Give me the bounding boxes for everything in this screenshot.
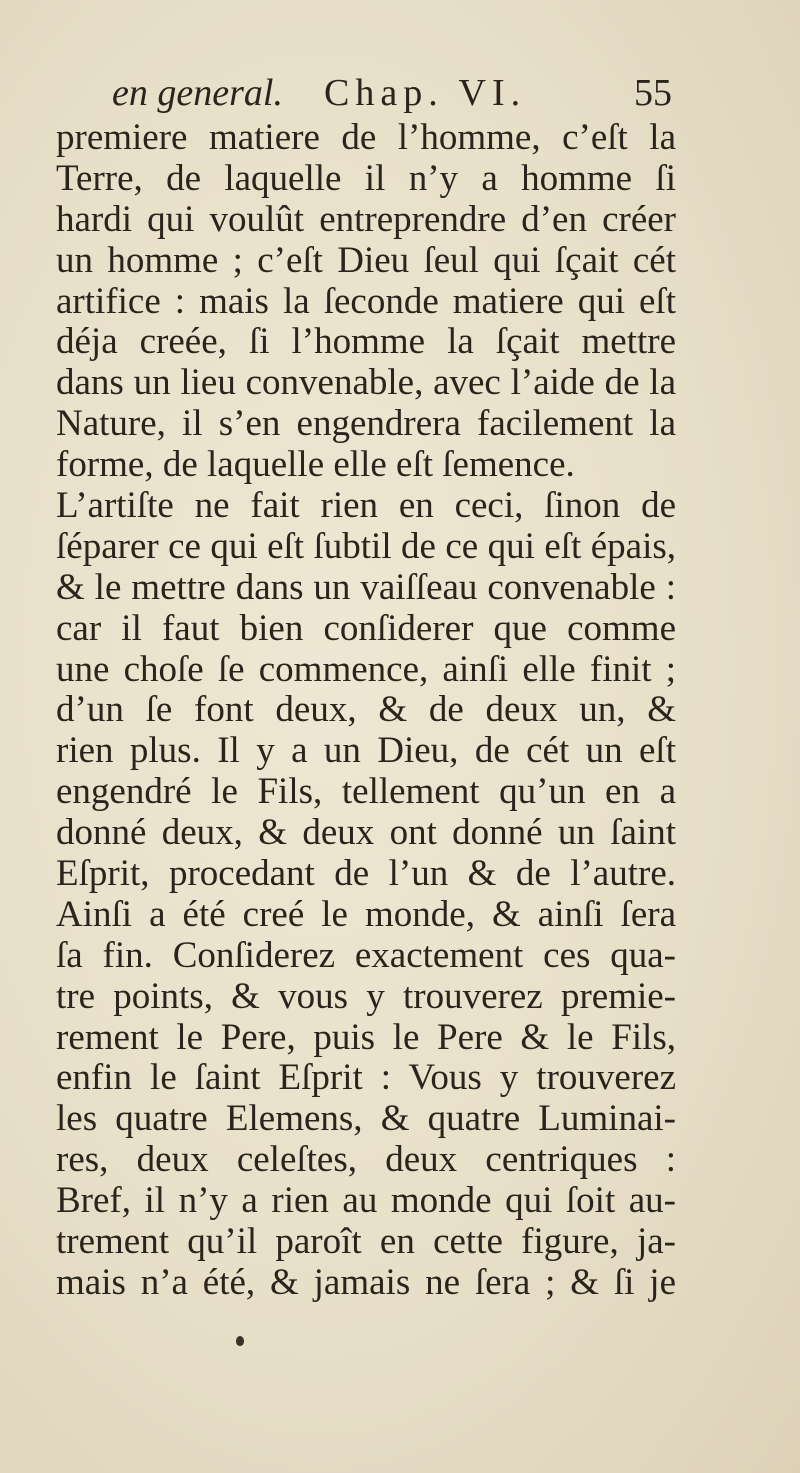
body-text xyxy=(56,118,676,1304)
text-line-18: donné deux, & deux ont donné un ſaint xyxy=(56,812,676,854)
text-line-8: Nature, il s’en engendrera facilement la xyxy=(56,403,676,445)
text-line-28: trement qu’il paroît en cette figure, ja- xyxy=(56,1221,676,1263)
text-line-19: Eſprit, procedant de l’un & de l’autre. xyxy=(56,853,676,895)
text-line-9: forme, de laquelle elle eſt ſemence. xyxy=(56,444,575,486)
text-line-20: Ainſi a été creé le monde, & ainſi ſera xyxy=(56,893,676,935)
text-line-2: Terre, de laquelle il n’y a homme ſi xyxy=(56,157,676,199)
text-line-16: rien plus. Il y a un Dieu, de cét un eſt xyxy=(56,730,676,772)
text-line-6: déja creée, ſi l’homme la ſçait mettre xyxy=(56,321,676,363)
text-line-29: mais n’a été, & jamais ne ſera ; & ſi je xyxy=(56,1261,676,1303)
text-line-10: L’artiſte ne fait rien en ceci, ſinon de xyxy=(56,485,676,527)
text-line-13: car il faut bien conſiderer que comme xyxy=(56,607,676,649)
text-line-1: premiere matiere de l’homme, c’eſt la xyxy=(56,117,676,158)
text-line-11: ſéparer ce qui eſt ſubtil de ce qui eſt épais, xyxy=(56,525,676,567)
text-line-15: d’un ſe font deux, & de deux un, & xyxy=(56,689,676,731)
text-line-25: les quatre Elemens, & quatre Luminai- xyxy=(56,1098,676,1140)
text-line-21: ſa fin. Conſiderez exactement ces qua- xyxy=(56,934,676,976)
chapter-label: Chap. VI. xyxy=(324,72,527,114)
text-line-24: enfin le ſaint Eſprit : Vous y trouverez xyxy=(56,1057,676,1099)
text-line-26: res, deux celeſtes, deux centriques : xyxy=(56,1139,676,1181)
text-line-7: dans un lieu convenable, avec l’aide de la xyxy=(56,362,676,404)
page-number: 55 xyxy=(634,72,672,114)
text-line-12: & le mettre dans un vaiſſeau convenable : xyxy=(56,566,676,608)
text-line-22: tre points, & vous y trouverez premie- xyxy=(56,975,676,1017)
running-head-title: en general. xyxy=(112,72,283,114)
text-line-27: Bref, il n’y a rien au monde qui ſoit au- xyxy=(56,1180,676,1222)
running-head xyxy=(112,68,672,118)
text-line-23: rement le Pere, puis le Pere & le Fils, xyxy=(56,1016,676,1058)
text-line-4: un homme ; c’eſt Dieu ſeul qui ſçait cét xyxy=(56,239,676,281)
text-line-17: engendré le Fils, tellement qu’un en a xyxy=(56,771,676,813)
text-line-3: hardi qui voulût entreprendre d’en créer xyxy=(56,198,676,240)
text-line-5: artifice : mais la ſeconde matiere qui eſt xyxy=(56,280,676,322)
text-line-14: une choſe ſe commence, ainſi elle finit ; xyxy=(56,648,676,690)
ink-dot-ornament xyxy=(236,1336,244,1346)
